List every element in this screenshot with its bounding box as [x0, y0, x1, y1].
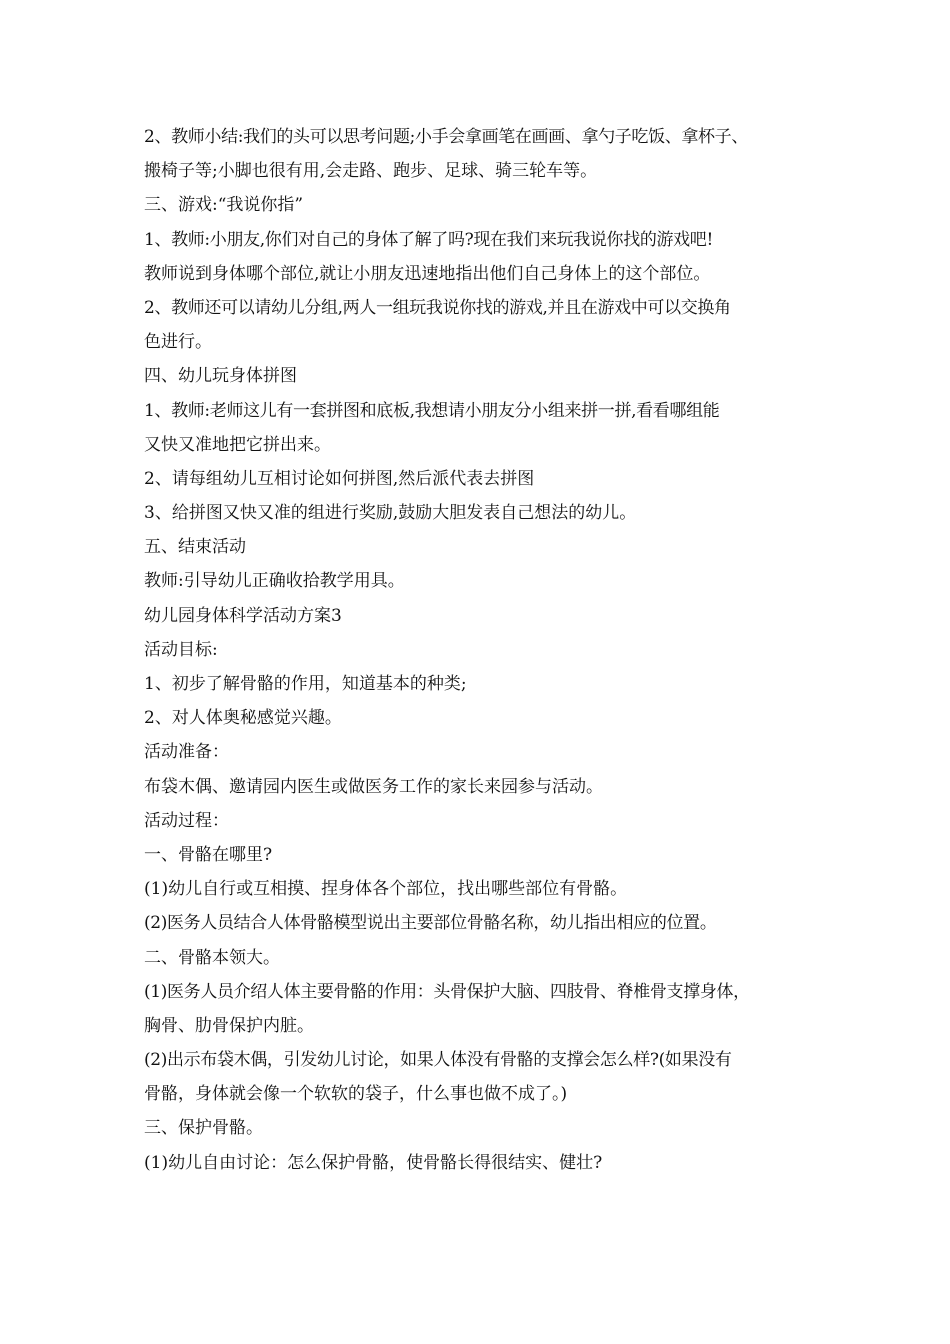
- section-heading: 活动过程：: [144, 810, 229, 831]
- paragraph-line: 教师说到身体哪个部位,就让小朋友迅速地指出他们自己身体上的这个部位。: [144, 263, 711, 284]
- paragraph-line: 2、教师小结:我们的头可以思考问题;小手会拿画笔在画画、拿勺子吃饭、拿杯子、: [144, 127, 748, 147]
- paragraph-line: 2、对人体奥秘感觉兴趣。: [144, 708, 342, 729]
- paragraph-line: 1、初步了解骨骼的作用，知道基本的种类;: [144, 674, 467, 694]
- section-heading: 活动准备：: [144, 742, 229, 763]
- section-heading: 三、游戏:“我说你指”: [144, 195, 304, 216]
- paragraph-line: 教师:引导幼儿正确收拾教学用具。: [144, 571, 405, 592]
- paragraph-line: (1)幼儿自行或互相摸、捏身体各个部位，找出哪些部位有骨骼。: [144, 879, 628, 900]
- paragraph-line: 3、给拼图又快又准的组进行奖励,鼓励大胆发表自己想法的幼儿。: [144, 503, 637, 524]
- section-heading: 四、幼儿玩身体拼图: [144, 366, 297, 387]
- paragraph-line: (2)医务人员结合人体骨骼模型说出主要部位骨骼名称，幼儿指出相应的位置。: [144, 913, 717, 934]
- section-heading: 活动目标:: [144, 639, 218, 660]
- paragraph-line: 1、教师:老师这儿有一套拼图和底板,我想请小朋友分小组来拼一拼,看看哪组能: [144, 400, 720, 421]
- paragraph-line: 2、请每组幼儿互相讨论如何拼图,然后派代表去拼图: [144, 468, 535, 489]
- paragraph-line: 2、教师还可以请幼儿分组,两人一组玩我说你找的游戏,并且在游戏中可以交换角: [144, 297, 731, 318]
- paragraph-line: 1、教师:小朋友,你们对自己的身体了解了吗?现在我们来玩我说你找的游戏吧!: [144, 229, 713, 250]
- paragraph-line: 胸骨、肋骨保护内脏。: [144, 1015, 314, 1036]
- paragraph-line: (2)出示布袋木偶，引发幼儿讨论，如果人体没有骨骼的支撑会怎么样?(如果没有: [144, 1050, 732, 1071]
- section-heading: 一、骨骼在哪里?: [144, 844, 273, 865]
- section-heading: 二、骨骼本领大。: [144, 947, 280, 968]
- paragraph-line: 色进行。: [144, 332, 212, 353]
- paragraph-line: 骨骼，身体就会像一个软软的袋子，什么事也做不成了。): [144, 1084, 568, 1105]
- paragraph-line: 搬椅子等;小脚也很有用,会走路、跑步、足球、骑三轮车等。: [144, 161, 598, 182]
- section-heading: 三、保护骨骼。: [144, 1118, 263, 1139]
- document-body: [144, 120, 812, 1180]
- paragraph-line: (1)医务人员介绍人体主要骨骼的作用：头骨保护大脑、四肢骨、脊椎骨支撑身体，: [144, 981, 750, 1002]
- paragraph-line: 布袋木偶、邀请园内医生或做医务工作的家长来园参与活动。: [144, 776, 603, 797]
- section-heading: 五、结束活动: [144, 537, 246, 558]
- paragraph-line: (1)幼儿自由讨论：怎么保护骨骼，使骨骼长得很结实、健壮?: [144, 1152, 603, 1173]
- document-title: 幼儿园身体科学活动方案3: [144, 605, 342, 626]
- paragraph-line: 又快又准地把它拼出来。: [144, 434, 331, 455]
